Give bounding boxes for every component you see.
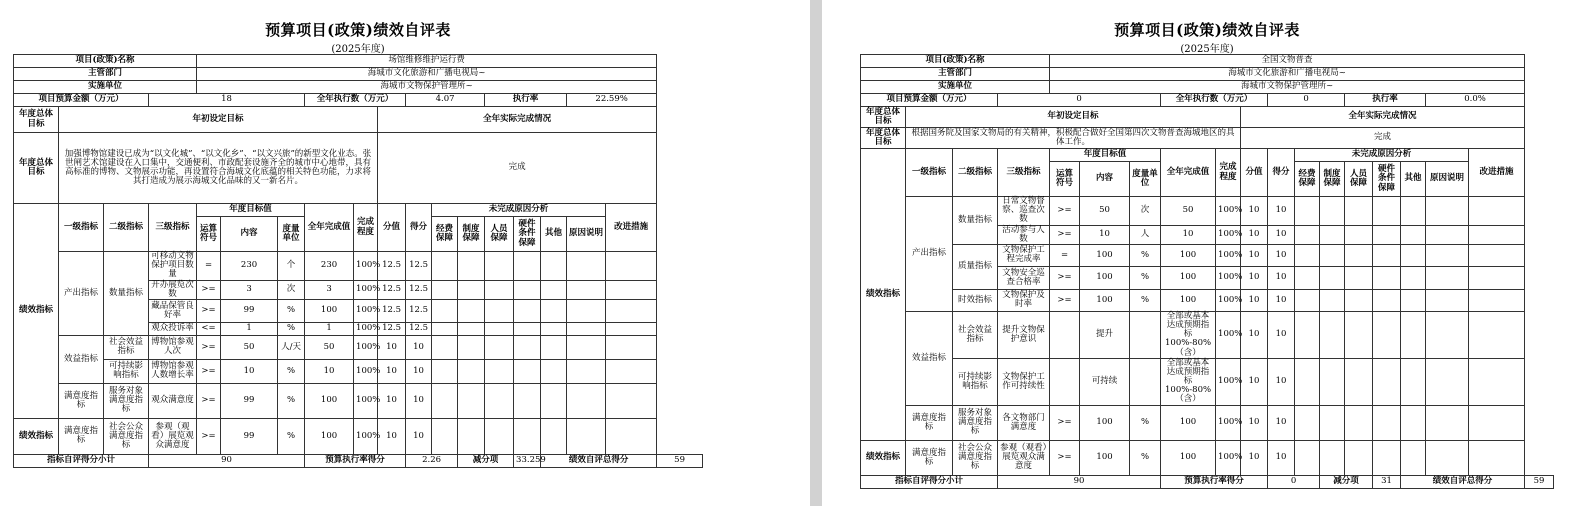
label-initial-goal: 年初设定目标: [906, 107, 1241, 128]
doc-title: 预算项目(政策)绩效自评表: [265, 21, 451, 39]
op-cell: >=: [1050, 405, 1080, 440]
op-cell: =: [1050, 244, 1080, 266]
l3-cell: 文物保护工程完成率: [998, 244, 1050, 266]
score-cell: 10: [1241, 311, 1268, 358]
l1-cell: 满意度指标: [59, 383, 104, 418]
label-goal: 年度总体目标: [861, 128, 906, 149]
value-subtotal: 90: [998, 475, 1161, 488]
value-dept: 海城市文化旅游和广播电视局~: [197, 68, 657, 81]
value-executed: 4.07: [406, 94, 485, 107]
unit-cell: 人/天: [278, 335, 305, 359]
hdr-unit: 度量单位: [1130, 162, 1161, 197]
op-cell: =: [197, 252, 221, 281]
got-cell: 10: [1268, 244, 1295, 266]
unit-cell: %: [1130, 244, 1161, 266]
score-cell: 12.5: [378, 280, 406, 299]
unit-cell: %: [278, 418, 305, 454]
value-rate: 22.59%: [567, 94, 657, 107]
got-cell: 10: [1268, 405, 1295, 440]
op-cell: >=: [197, 280, 221, 299]
value-total: 59: [657, 454, 703, 467]
value-executed: 0: [1268, 94, 1345, 107]
label-project-name: 项目(政策)名称: [14, 55, 197, 68]
op-cell: >=: [197, 359, 221, 383]
degree-cell: 100%: [354, 299, 378, 322]
label-budget-score: 预算执行率得分: [1161, 475, 1268, 488]
op-cell: >=: [197, 335, 221, 359]
degree-cell: 100%: [354, 322, 378, 335]
done-cell: 100: [305, 418, 354, 454]
op-cell: >=: [1050, 225, 1080, 244]
value-deduct: 33.259: [514, 454, 541, 467]
degree-cell: 100%: [1216, 225, 1241, 244]
done-cell: 100: [305, 299, 354, 322]
label-budget-score: 预算执行率得分: [305, 454, 406, 467]
unit-cell: %: [278, 322, 305, 335]
op-cell: >=: [197, 418, 221, 454]
hdr-year-done: 全年完成值: [1161, 149, 1216, 197]
unit-cell: %: [278, 383, 305, 418]
op-cell: >=: [1050, 197, 1080, 226]
l3-cell: 观众投诉率: [149, 322, 197, 335]
got-cell: 12.5: [406, 299, 432, 322]
l3-cell: 提升文物保护意识: [998, 311, 1050, 358]
label-perf: 绩效指标: [14, 204, 59, 419]
done-cell: 230: [305, 252, 354, 281]
label-budget: 项目预算金额（万元）: [861, 94, 998, 107]
doc-year: (2025年度): [1180, 44, 1234, 55]
done-cell: 全部或基本达成预期指标100%-80%（含）: [1161, 358, 1216, 405]
hdr-hw: 硬件条件保障: [514, 217, 541, 252]
value-budget-score: 2.26: [406, 454, 458, 467]
got-cell: 10: [1268, 197, 1295, 226]
unit-cell: 人: [1130, 225, 1161, 244]
hdr-explain: 原因说明: [567, 217, 606, 252]
value-deduct: 31: [1373, 475, 1401, 488]
score-cell: 12.5: [378, 299, 406, 322]
degree-cell: 100%: [354, 252, 378, 281]
content-cell: 99: [221, 299, 278, 322]
l3-cell: 文物保护及时率: [998, 289, 1050, 311]
l1-cell: 效益指标: [59, 335, 104, 383]
l3-cell: 参观（观看）展览观众满意度: [998, 440, 1050, 475]
value-dept: 海城市文化旅游和广播电视局~: [1050, 68, 1525, 81]
value-budget: 0: [998, 94, 1161, 107]
label-subtotal: 指标自评得分小计: [861, 475, 998, 488]
label-perf: 绩效指标: [861, 440, 906, 475]
l3-cell: 日常文物督察、巡查次数: [998, 197, 1050, 226]
unit-cell: %: [1130, 289, 1161, 311]
done-cell: 100: [1161, 266, 1216, 289]
l3-cell: 博物馆参观人数增长率: [149, 359, 197, 383]
hdr-reason: 未完成原因分析: [432, 204, 606, 217]
score-cell: 10: [1241, 244, 1268, 266]
l2-cell: 社会公众满意度指标: [953, 440, 998, 475]
hdr-explain: 原因说明: [1426, 162, 1469, 197]
got-cell: 10: [406, 335, 432, 359]
hdr-year-done: 全年完成值: [305, 204, 354, 252]
got-cell: 10: [1268, 358, 1295, 405]
done-cell: 50: [1161, 197, 1216, 226]
score-cell: 12.5: [378, 322, 406, 335]
hdr-l3: 三级指标: [149, 204, 197, 252]
got-cell: 10: [406, 418, 432, 454]
done-cell: 全部或基本达成预期指标100%-80%（含）: [1161, 311, 1216, 358]
content-cell: 10: [1080, 225, 1130, 244]
degree-cell: 100%: [1216, 266, 1241, 289]
l2-cell: 数量指标: [953, 197, 998, 245]
value-rate: 0.0%: [1426, 94, 1525, 107]
unit-cell: %: [278, 299, 305, 322]
label-total: 绩效自评总得分: [1401, 475, 1525, 488]
actual-text: 完成: [1241, 128, 1525, 149]
l2-cell: 时效指标: [953, 289, 998, 311]
op-cell: [1050, 311, 1080, 358]
degree-cell: 100%: [1216, 197, 1241, 226]
l2-cell: 可持续影响指标: [104, 359, 149, 383]
hdr-improve: 改进措施: [1469, 149, 1525, 197]
hdr-l2: 二级指标: [953, 149, 998, 197]
label-deduct: 减分项: [1320, 475, 1373, 488]
hdr-fund: 经费保障: [1295, 162, 1320, 197]
got-cell: 10: [406, 359, 432, 383]
l2-cell: 社会效益指标: [104, 335, 149, 359]
hdr-sys: 制度保障: [1320, 162, 1345, 197]
content-cell: 提升: [1080, 311, 1130, 358]
l3-cell: 开办展览次数: [149, 280, 197, 299]
score-cell: 10: [378, 383, 406, 418]
content-cell: 100: [1080, 266, 1130, 289]
l3-cell: 文物安全巡查合格率: [998, 266, 1050, 289]
hdr-op: 运算符号: [197, 217, 221, 252]
got-cell: 10: [1268, 311, 1295, 358]
hdr-other: 其他: [541, 217, 567, 252]
done-cell: 100: [305, 383, 354, 418]
label-initial-goal: 年初设定目标: [59, 107, 378, 133]
op-cell: >=: [1050, 440, 1080, 475]
done-cell: 50: [305, 335, 354, 359]
hdr-improve: 改进措施: [606, 204, 657, 252]
hdr-score: 分值: [1241, 149, 1268, 197]
content-cell: 99: [221, 418, 278, 454]
unit-cell: %: [278, 359, 305, 383]
score-cell: 10: [1241, 197, 1268, 226]
value-budget: 18: [149, 94, 305, 107]
l3-cell: 文物保护工作可持续性: [998, 358, 1050, 405]
l2-cell: 可持续影响指标: [953, 358, 998, 405]
value-unit: 海城市文物保护管理所~: [1050, 81, 1525, 94]
l2-cell: 服务对象满意度指标: [953, 405, 998, 440]
degree-cell: 100%: [1216, 244, 1241, 266]
hdr-other: 其他: [1401, 162, 1426, 197]
label-deduct: 减分项: [458, 454, 514, 467]
op-cell: <=: [197, 322, 221, 335]
degree-cell: 100%: [354, 383, 378, 418]
label-project-name: 项目(政策)名称: [861, 55, 1050, 68]
label-dept: 主管部门: [14, 68, 197, 81]
op-cell: >=: [1050, 289, 1080, 311]
label-actual: 全年实际完成情况: [378, 107, 657, 133]
label-rate: 执行率: [1345, 94, 1426, 107]
l1-cell: 产出指标: [59, 252, 104, 336]
score-cell: 10: [1241, 225, 1268, 244]
hdr-l1: 一级指标: [906, 149, 953, 197]
unit-cell: %: [1130, 440, 1161, 475]
l3-cell: 可移动文物保护项目数量: [149, 252, 197, 281]
done-cell: 3: [305, 280, 354, 299]
hdr-content: 内容: [1080, 162, 1130, 197]
l2-cell: 数量指标: [104, 252, 149, 336]
degree-cell: 100%: [354, 280, 378, 299]
goal-text: 加强博物馆建设已成为“以文化城”、“以文化乡”、“以文兴旅”的新型文化业态。张世闸艺术馆建设在入口集中，交通便利、市政配套设施齐全的城市中心地带，具有高标准的博物、文物展示功能，再设置符合海城文化底蕴的相关特色功能，力求将其打造成为展示海城文化品味的又一新名片。: [59, 133, 378, 204]
hdr-degree: 完成程度: [1216, 149, 1241, 197]
value-project-name: 全国文物普查: [1050, 55, 1525, 68]
degree-cell: 100%: [1216, 440, 1241, 475]
degree-cell: 100%: [354, 418, 378, 454]
l3-cell: 博物馆参观人次: [149, 335, 197, 359]
label-unit: 实施单位: [14, 81, 197, 94]
done-cell: 10: [305, 359, 354, 383]
label-rate: 执行率: [485, 94, 567, 107]
done-cell: 100: [1161, 244, 1216, 266]
content-cell: 10: [221, 359, 278, 383]
l3-cell: 参观（观看）展览观众满意度: [149, 418, 197, 454]
l1-cell: 产出指标: [906, 197, 953, 312]
label-dept: 主管部门: [861, 68, 1050, 81]
unit-cell: %: [1130, 266, 1161, 289]
degree-cell: 100%: [1216, 358, 1241, 405]
unit-cell: 次: [278, 280, 305, 299]
content-cell: 50: [1080, 197, 1130, 226]
degree-cell: 100%: [354, 335, 378, 359]
doc-year: (2025年度): [331, 44, 385, 55]
got-cell: 10: [1268, 225, 1295, 244]
hdr-l3: 三级指标: [998, 149, 1050, 197]
l3-cell: 观众满意度: [149, 383, 197, 418]
got-cell: 12.5: [406, 252, 432, 281]
op-cell: [1050, 358, 1080, 405]
l1-cell: 效益指标: [906, 311, 953, 405]
l2-cell: 社会效益指标: [953, 311, 998, 358]
content-cell: 3: [221, 280, 278, 299]
doc-title: 预算项目(政策)绩效自评表: [1114, 21, 1300, 39]
got-cell: 10: [1268, 266, 1295, 289]
degree-cell: 100%: [1216, 289, 1241, 311]
l1-cell: 满意度指标: [906, 405, 953, 440]
hdr-op: 运算符号: [1050, 162, 1080, 197]
content-cell: 100: [1080, 440, 1130, 475]
actual-text: 完成: [378, 133, 657, 204]
label-goal: 年度总体目标: [14, 107, 59, 133]
unit-cell: %: [1130, 405, 1161, 440]
l3-cell: 活动参与人数: [998, 225, 1050, 244]
score-cell: 10: [1241, 358, 1268, 405]
label-goal: 年度总体目标: [14, 133, 59, 204]
label-total: 绩效自评总得分: [541, 454, 657, 467]
value-unit: 海城市文物保护管理所~: [197, 81, 657, 94]
degree-cell: 100%: [1216, 311, 1241, 358]
op-cell: >=: [197, 299, 221, 322]
done-cell: 1: [305, 322, 354, 335]
hdr-sys: 制度保障: [458, 217, 485, 252]
l2-cell: 服务对象满意度指标: [104, 383, 149, 418]
done-cell: 100: [1161, 289, 1216, 311]
value-budget-score: 0: [1268, 475, 1320, 488]
content-cell: 99: [221, 383, 278, 418]
label-unit: 实施单位: [861, 81, 1050, 94]
evaluation-table: [13, 54, 703, 468]
l2-cell: 社会公众满意度指标: [104, 418, 149, 454]
hdr-fund: 经费保障: [432, 217, 458, 252]
hdr-reason: 未完成原因分析: [1295, 149, 1469, 162]
hdr-got: 得分: [406, 204, 432, 252]
hdr-hw: 硬件条件保障: [1373, 162, 1401, 197]
hdr-staff: 人员保障: [1345, 162, 1373, 197]
l3-cell: 各文物部门满意度: [998, 405, 1050, 440]
hdr-got: 得分: [1268, 149, 1295, 197]
hdr-l1: 一级指标: [59, 204, 104, 252]
evaluation-table: [860, 54, 1554, 489]
content-cell: 1: [221, 322, 278, 335]
label-goal: 年度总体目标: [861, 107, 906, 128]
page-divider: [810, 0, 822, 506]
score-cell: 10: [1241, 440, 1268, 475]
goal-text: 根据国务院及国家文物局的有关精神，积极配合做好全国第四次文物普查海城地区的具体工作。: [906, 128, 1241, 149]
label-executed: 全年执行数（万元）: [305, 94, 406, 107]
hdr-unit: 度量单位: [278, 217, 305, 252]
content-cell: 100: [1080, 405, 1130, 440]
got-cell: 12.5: [406, 280, 432, 299]
hdr-l2: 二级指标: [104, 204, 149, 252]
value-subtotal: 90: [149, 454, 305, 467]
done-cell: 100: [1161, 440, 1216, 475]
hdr-degree: 完成程度: [354, 204, 378, 252]
label-actual: 全年实际完成情况: [1241, 107, 1525, 128]
hdr-score: 分值: [378, 204, 406, 252]
content-cell: 50: [221, 335, 278, 359]
unit-cell: 个: [278, 252, 305, 281]
label-subtotal: 指标自评得分小计: [14, 454, 149, 467]
label-executed: 全年执行数（万元）: [1161, 94, 1268, 107]
done-cell: 100: [1161, 405, 1216, 440]
degree-cell: 100%: [354, 359, 378, 383]
score-cell: 10: [378, 359, 406, 383]
unit-cell: [1130, 311, 1161, 358]
unit-cell: 次: [1130, 197, 1161, 226]
l1-cell: 满意度指标: [59, 418, 104, 454]
content-cell: 100: [1080, 244, 1130, 266]
score-cell: 12.5: [378, 252, 406, 281]
label-budget: 项目预算金额（万元）: [14, 94, 149, 107]
hdr-content: 内容: [221, 217, 278, 252]
content-cell: 100: [1080, 289, 1130, 311]
done-cell: 10: [1161, 225, 1216, 244]
unit-cell: [1130, 358, 1161, 405]
value-total: 59: [1525, 475, 1554, 488]
l1-cell: 满意度指标: [906, 440, 953, 475]
hdr-target: 年度目标值: [1050, 149, 1161, 162]
got-cell: 10: [1268, 440, 1295, 475]
content-cell: 230: [221, 252, 278, 281]
got-cell: 10: [1268, 289, 1295, 311]
hdr-staff: 人员保障: [485, 217, 514, 252]
score-cell: 10: [1241, 266, 1268, 289]
degree-cell: 100%: [1216, 405, 1241, 440]
hdr-target: 年度目标值: [197, 204, 305, 217]
label-perf: 绩效指标: [14, 418, 59, 454]
got-cell: 12.5: [406, 322, 432, 335]
op-cell: >=: [1050, 266, 1080, 289]
score-cell: 10: [1241, 405, 1268, 440]
score-cell: 10: [1241, 289, 1268, 311]
got-cell: 10: [406, 383, 432, 418]
content-cell: 可持续: [1080, 358, 1130, 405]
score-cell: 10: [378, 335, 406, 359]
label-perf: 绩效指标: [861, 149, 906, 441]
right-document-page: [822, 0, 1585, 506]
l3-cell: 藏品保管良好率: [149, 299, 197, 322]
l2-cell: 质量指标: [953, 244, 998, 289]
op-cell: >=: [197, 383, 221, 418]
score-cell: 10: [378, 418, 406, 454]
value-project-name: 场馆维修维护运行费: [197, 55, 657, 68]
